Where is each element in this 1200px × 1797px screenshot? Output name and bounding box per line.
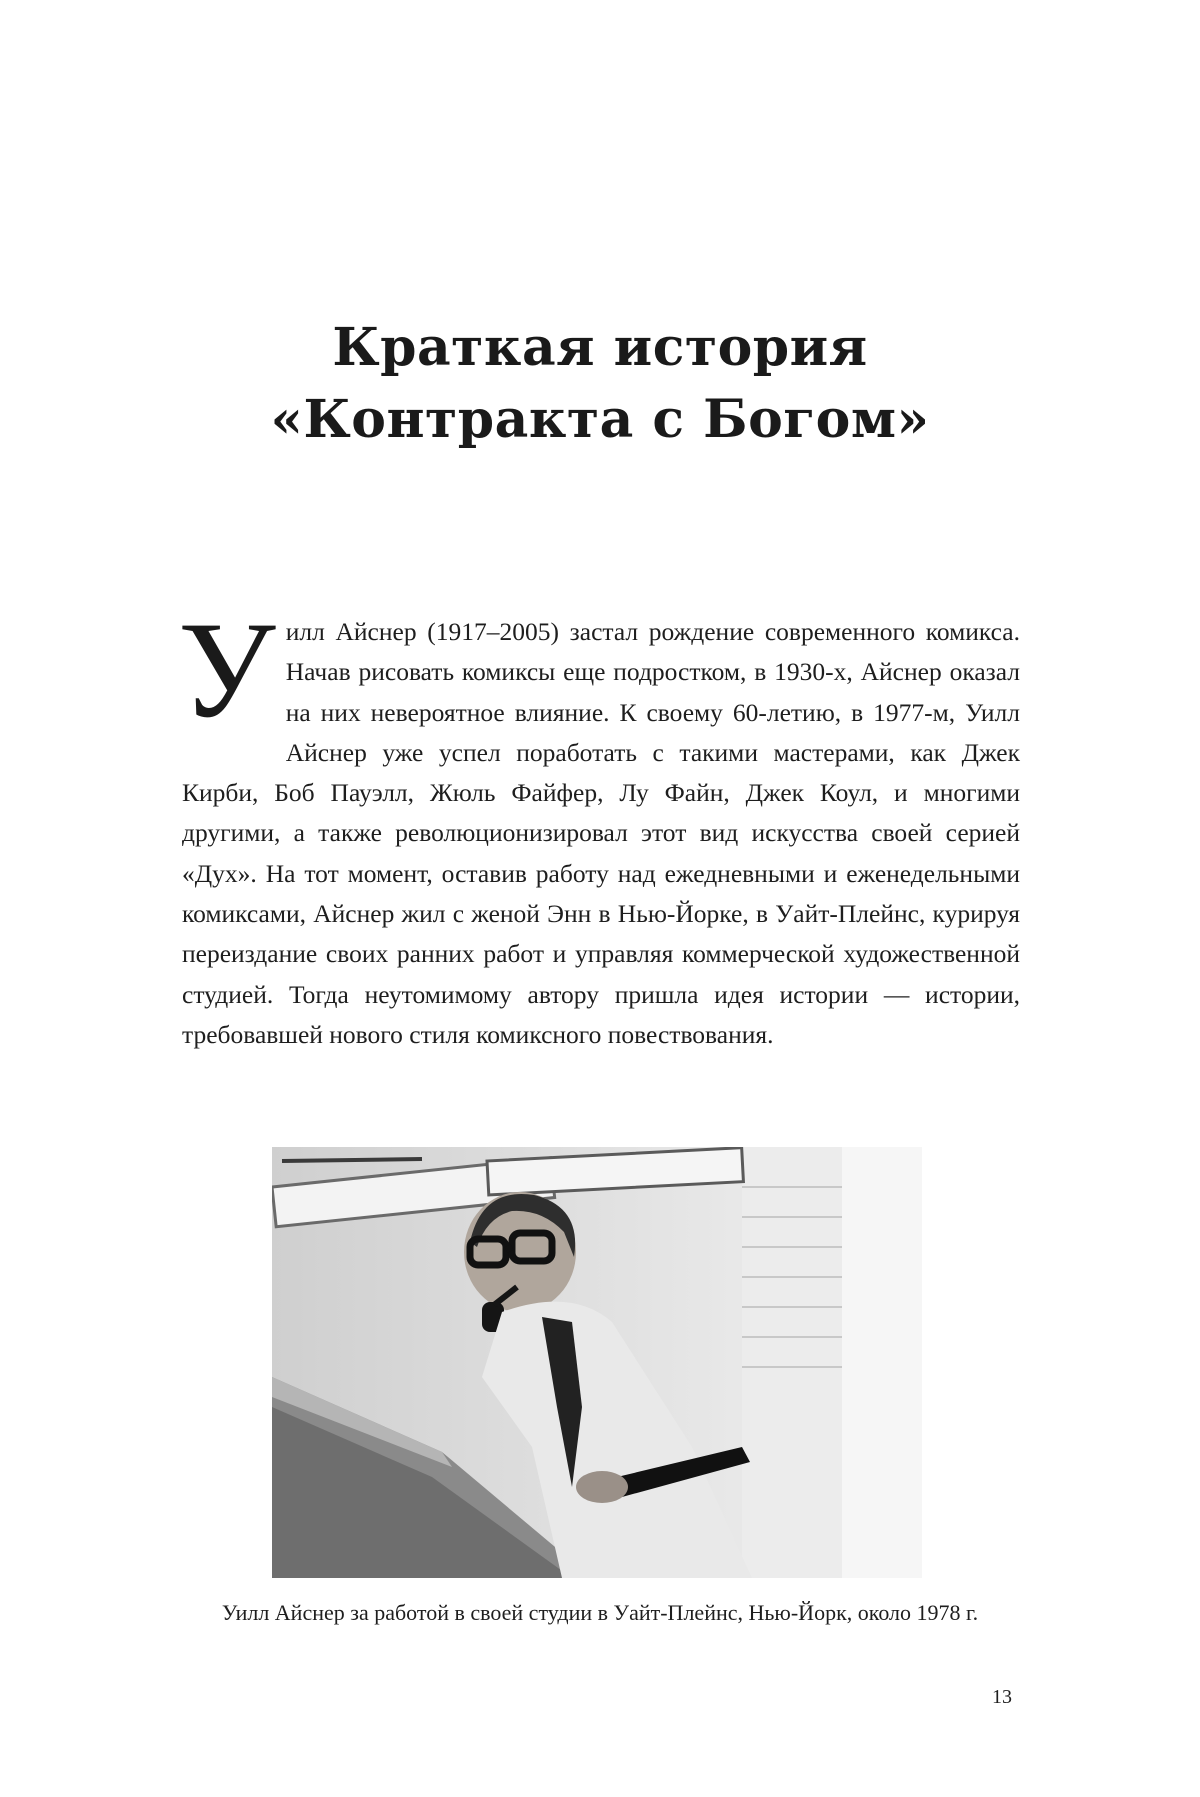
photo-caption: Уилл Айснер за работой в своей студии в Уайт-Плейнс, Нью-Йорк, около 1978 г.	[221, 1600, 979, 1625]
photo-illustration	[272, 1147, 922, 1578]
drop-cap: У	[178, 593, 276, 746]
chapter-title-line-2: «Контракта с Богом»	[270, 389, 930, 450]
chapter-title	[0, 312, 1200, 456]
photo-eisner-at-work	[272, 1147, 922, 1578]
page-number: 13	[992, 1686, 1012, 1708]
body-paragraph	[178, 593, 1020, 1055]
body-paragraph-text: илл Айснер (1917–2005) застал рождение современного комикса. Начав рисовать комиксы еще подростком, в 1930-х, Айснер оказал на них невероятное влияние. К своему 60-летию, в 1977-м, Уилл Айснер уже успел поработать с такими мастерами, как Джек Кирби, Боб Пауэлл, Жюль Файфер, Лу Файн, Джек Коул, и многими другими, а также революционизировал этот вид искусства своей серией «Дух». На тот момент, оставив работу над ежедневными и еженедельными комиксами, Айснер жил с женой Энн в Нью-Йорке, в Уайт-Плейнс, курируя переиздание своих ранних работ и управляя коммерческой художественной студией. Тогда неутомимому автору пришла идея истории — истории, требовавшей нового стиля комиксного повествования.	[182, 617, 1020, 1049]
chapter-title-line-1: Краткая история	[332, 317, 868, 378]
